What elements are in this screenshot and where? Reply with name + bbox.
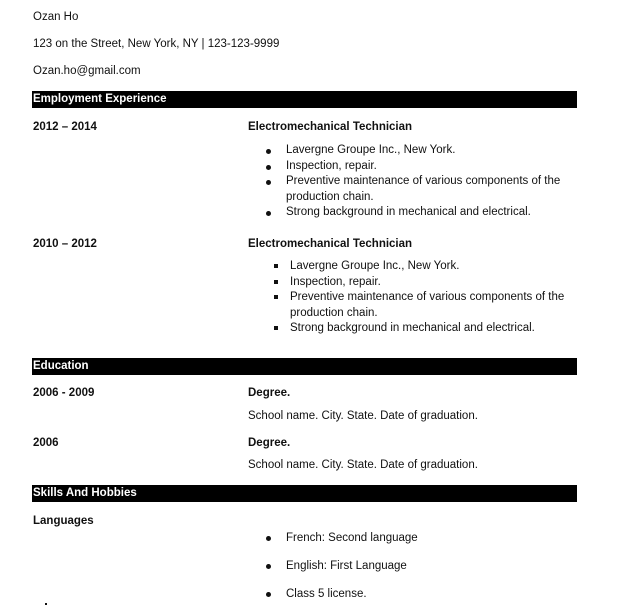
job-bullet-list <box>252 259 582 337</box>
bullet-text: Strong background in mechanical and electrical. <box>286 206 531 218</box>
section-header-employment: Employment Experience <box>32 91 577 108</box>
education-details: School name. City. State. Date of graduation. <box>248 410 478 422</box>
list-item <box>248 159 578 175</box>
bullet-text: Class 5 license. <box>286 588 367 600</box>
list-item <box>252 290 582 321</box>
bullet-dot-icon <box>266 564 271 569</box>
job-position: Electromechanical Technician <box>248 238 413 250</box>
bullet-square-icon <box>274 280 278 284</box>
bullet-text: Inspection, repair. <box>286 159 377 172</box>
education-dates: 2006 - 2009 <box>33 387 95 399</box>
education-details: School name. City. State. Date of graduation. <box>248 459 478 471</box>
bullet-text: Lavergne Groupe Inc., New York. <box>286 144 456 156</box>
list-item <box>248 205 578 221</box>
bullet-dot-icon <box>266 536 271 541</box>
bullet-text: French: Second language <box>286 532 418 544</box>
bullet-text: Preventive maintenance of various components of the production chain. <box>286 175 561 203</box>
skills-bullet-list <box>248 524 548 608</box>
bullet-square-icon <box>274 295 278 299</box>
bullet-text: Strong background in mechanical and electrical. <box>290 322 535 334</box>
contact-address-phone: 123 on the Street, New York, NY | 123-123-9999 <box>33 38 280 50</box>
list-item <box>252 259 582 275</box>
bullet-text: Inspection, repair. <box>290 275 381 288</box>
education-dates: 2006 <box>33 437 59 449</box>
bullet-text: English: First Language <box>286 560 407 572</box>
job-bullet-list <box>248 143 578 221</box>
list-item <box>252 275 582 291</box>
list-item <box>248 143 578 159</box>
bullet-dot-icon <box>266 592 271 597</box>
list-item <box>248 552 548 580</box>
candidate-name: Ozan Ho <box>33 11 79 23</box>
list-item <box>248 174 578 205</box>
education-degree: Degree. <box>248 437 291 449</box>
contact-email: Ozan.ho@gmail.com <box>33 65 141 77</box>
job-position: Electromechanical Technician <box>248 121 413 133</box>
section-header-skills: Skills And Hobbies <box>32 485 577 502</box>
bullet-square-icon <box>274 326 278 330</box>
bullet-dot-icon <box>266 211 271 216</box>
section-header-education: Education <box>32 358 577 375</box>
bullet-dot-icon <box>266 165 271 170</box>
list-item <box>248 580 548 608</box>
bullet-text: Lavergne Groupe Inc., New York. <box>290 260 460 272</box>
list-item <box>252 321 582 337</box>
bullet-dot-icon <box>266 149 271 154</box>
languages-label: Languages <box>33 515 94 527</box>
bullet-dot-icon <box>266 180 271 185</box>
bullet-square-icon <box>274 264 278 268</box>
job-dates: 2012 – 2014 <box>33 121 97 133</box>
list-item <box>248 524 548 552</box>
job-dates: 2010 – 2012 <box>33 238 97 250</box>
education-degree: Degree. <box>248 387 291 399</box>
bullet-text: Preventive maintenance of various components of the production chain. <box>290 291 565 319</box>
